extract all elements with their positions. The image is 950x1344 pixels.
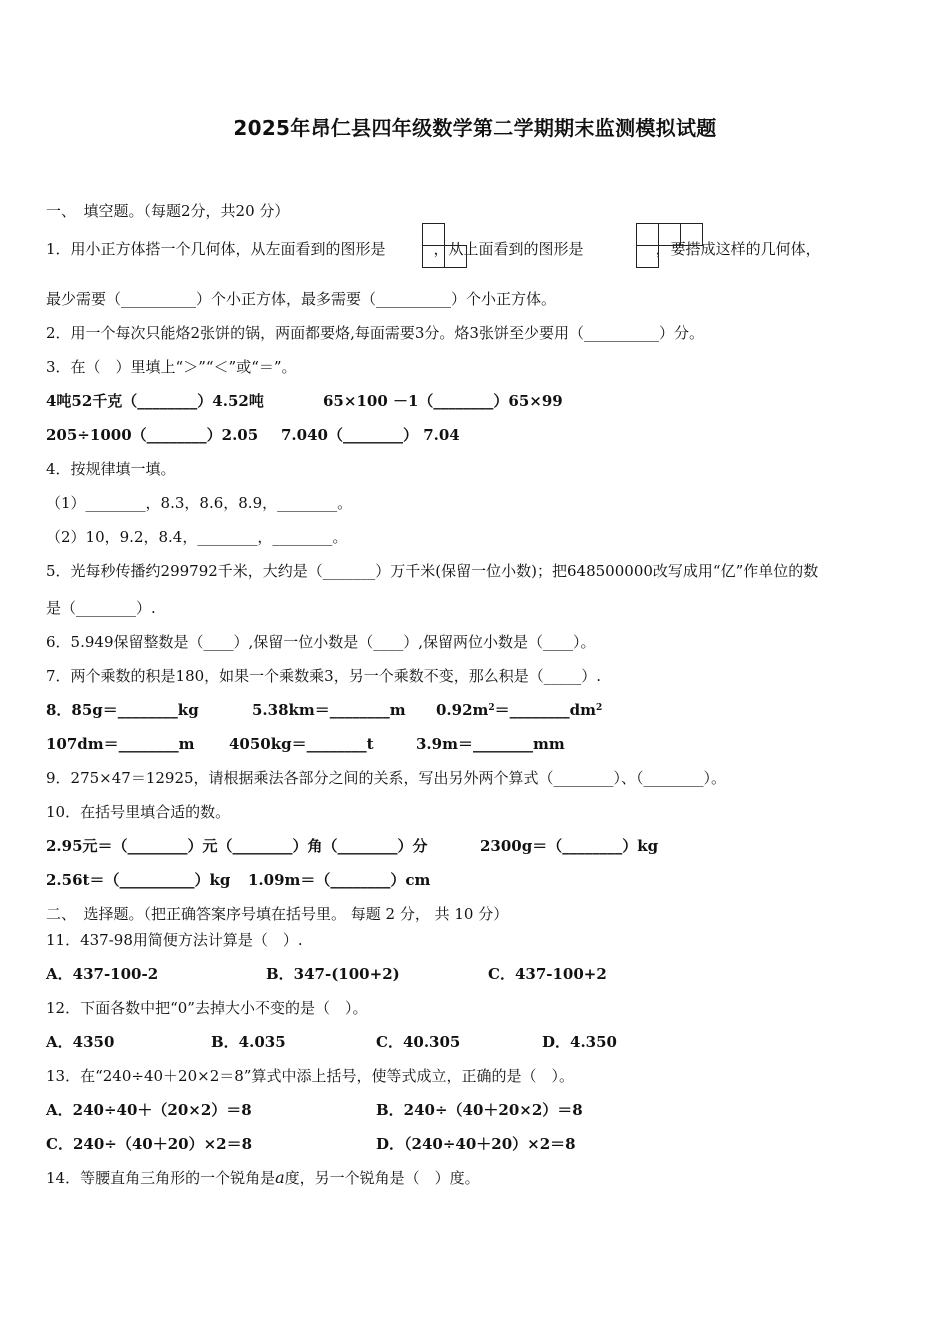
- question-3-row2a: 205÷1000（________）2.05: [46, 426, 259, 444]
- question-11-option-a: A．437-100-2: [46, 965, 159, 983]
- question-4-stem: 4．按规律填一填。: [46, 460, 176, 478]
- question-12-option-b: B．4.035: [211, 1033, 286, 1051]
- question-10-row1b: 2300g＝（________）kg: [480, 837, 659, 855]
- question-8-b: 5.38km＝________m: [252, 701, 406, 719]
- question-3-stem: 3．在（ ）里填上“＞”“＜”或“＝”。: [46, 358, 297, 376]
- page-title: 2025年昂仁县四年级数学第二学期期末监测模拟试题: [233, 116, 717, 140]
- question-10-stem: 10．在括号里填合适的数。: [46, 803, 231, 821]
- question-13-stem: 13．在“240÷40＋20×2＝8”算式中添上括号，使等式成立，正确的是（ ）。: [46, 1067, 574, 1085]
- q1-text-part2: ，从上面看到的图形是: [433, 240, 584, 258]
- question-6: 6．5.949保留整数是（____）,保留一位小数是（____）,保留两位小数是（____）。: [46, 633, 596, 651]
- question-3-row2b: 7.040（________） 7.04: [281, 426, 460, 444]
- question-10-row2a: 2.56t＝（__________）kg: [46, 871, 231, 889]
- question-11-stem: 11．437-98用简便方法计算是（ ）.: [46, 931, 303, 949]
- question-12-option-d: D．4.350: [542, 1033, 617, 1051]
- top-view-figure: [636, 223, 706, 269]
- question-3-row1b: 65×100 －1（________）65×99: [323, 392, 563, 410]
- question-11-option-c: C．437-100+2: [488, 965, 607, 983]
- question-8-c: [436, 699, 602, 721]
- q14-suffix: 度，另一个锐角是（ ）度。: [284, 1169, 480, 1187]
- q1-text-part3: ，要搭成这样的几何体，: [655, 240, 821, 258]
- section2-header: 二、 选择题。（把正确答案序号填在括号里。 每题 2 分， 共 10 分）: [46, 905, 509, 923]
- q8-c-sup2: 2: [596, 703, 603, 713]
- q8-c-middle: ＝________dm: [494, 701, 597, 719]
- question-10-row1a: 2.95元＝（________）元（________）角（________）分: [46, 837, 428, 855]
- question-5-line1: 5．光每秒传播约299792千米，大约是（_______）万千米(保留一位小数)；把648500000改写成用“亿”作单位的数: [46, 562, 819, 580]
- question-13-option-d: D．（240÷40＋20）×2＝8: [376, 1135, 576, 1153]
- left-view-figure: [422, 223, 468, 269]
- question-12-option-c: C．40.305: [376, 1033, 461, 1051]
- question-8-d: 107dm＝________m: [46, 735, 195, 753]
- q14-prefix: 14．等腰直角三角形的一个锐角是: [46, 1169, 276, 1187]
- question-9: 9．275×47＝12925，请根据乘法各部分之间的关系，写出另外两个算式（________）、（________）。: [46, 769, 727, 787]
- question-8-a: 8．85g＝________kg: [46, 701, 199, 719]
- question-7: 7．两个乘数的积是180，如果一个乘数乘3，另一个乘数不变，那么积是（_____）.: [46, 667, 601, 685]
- question-5-line2: 是（________）.: [46, 599, 156, 617]
- question-14: [46, 1167, 480, 1189]
- question-4-part2: （2）10，9.2，8.4，________，________。: [46, 528, 348, 546]
- q1-text-part1: 1．用小正方体搭一个几何体，从左面看到的图形是: [46, 240, 386, 258]
- question-4-part1: （1）________，8.3，8.6，8.9，________。: [46, 494, 353, 512]
- question-13-option-a: A．240÷40＋（20×2）＝8: [46, 1101, 252, 1119]
- question-12-stem: 12．下面各数中把“0”去掉大小不变的是（ ）。: [46, 999, 368, 1017]
- question-13-option-b: B．240÷（40＋20×2）＝8: [376, 1101, 583, 1119]
- q8-c-prefix: 0.92m: [436, 701, 489, 719]
- question-10-row2b: 1.09m＝（________）cm: [248, 871, 431, 889]
- section1-header: 一、 填空题。（每题2分，共20 分）: [46, 202, 290, 220]
- question-12-option-a: A．4350: [46, 1033, 115, 1051]
- question-13-option-c: C．240÷（40＋20）×2＝8: [46, 1135, 253, 1153]
- question-8-e: 4050kg＝________t: [229, 735, 374, 753]
- question-11-option-b: B．347-(100+2): [266, 965, 400, 983]
- q14-variable: a: [275, 1168, 285, 1187]
- question-1-line2: 最少需要（__________）个小正方体，最多需要（__________）个小正方体。: [46, 290, 557, 308]
- question-3-row1a: 4吨52千克（________）4.52吨: [46, 392, 264, 410]
- q8-c-sup1: 2: [488, 703, 495, 713]
- question-2: 2．用一个每次只能烙2张饼的锅，两面都要烙,每面需要3分。烙3张饼至少要用（__________）分。: [46, 324, 704, 342]
- question-8-f: 3.9m＝________mm: [416, 735, 565, 753]
